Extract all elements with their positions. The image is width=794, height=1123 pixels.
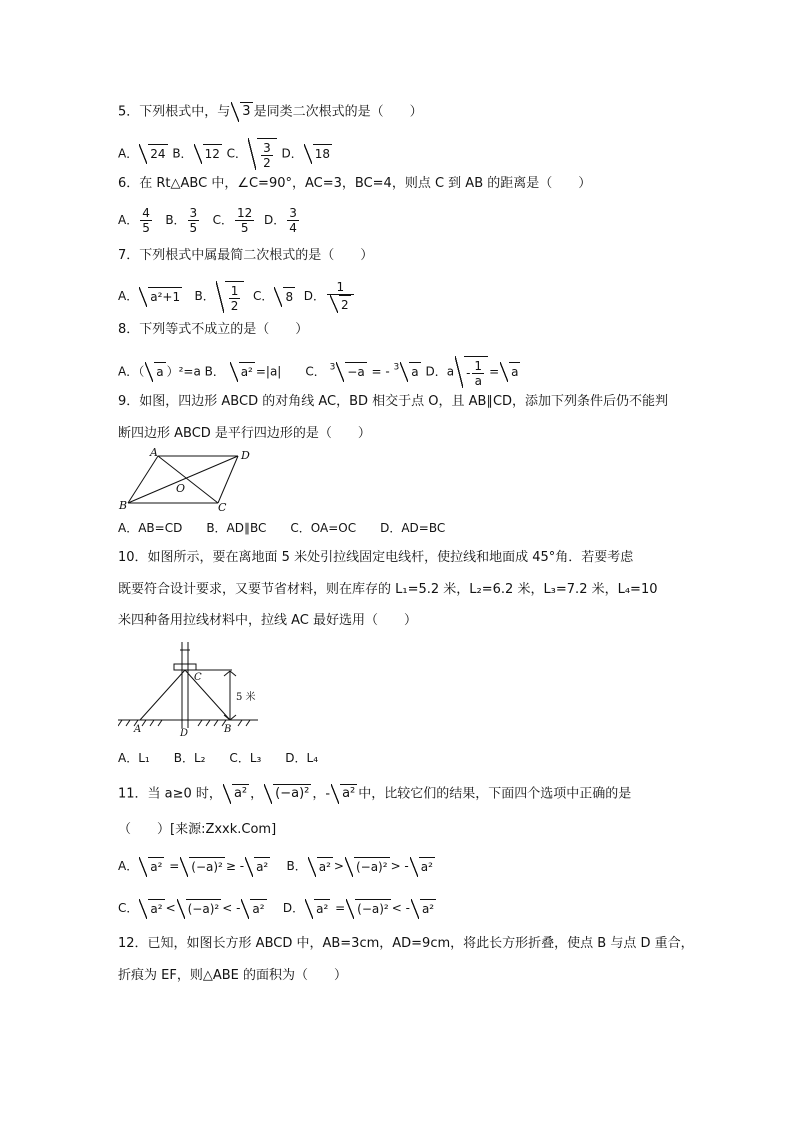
- radical: 8: [274, 287, 295, 307]
- radical: a²: [411, 899, 436, 919]
- radical: a: [400, 362, 420, 382]
- question-7: 7．下列根式中属最简二次根式的是（ ）: [118, 248, 374, 263]
- radical: a²: [308, 857, 333, 877]
- radical: $\frac{3}{2}$: [248, 138, 277, 170]
- question-9-line-1: 9．如图，四边形 ABCD 的对角线 AC，BD 相交于点 O，且 AB∥CD，添加下列条件后仍不能判: [118, 394, 669, 409]
- radical: (−a)²: [345, 857, 390, 877]
- question-11-line-2: （ ）[来源:Zxxk.Com]: [118, 822, 277, 837]
- question-12-line-1: 12．已知，如图长方形 ABCD 中，AB=3cm，AD=9cm，将此长方形折叠，使点 B 与点 D 重合，: [118, 936, 694, 951]
- radical: (−a)²: [346, 899, 391, 919]
- radical: 24: [139, 144, 167, 164]
- height-label: 5 米: [236, 692, 256, 703]
- question-11-line-1: 11．当 a≥0 时， a² ， (−a)² ，- a² 中，比较它们的结果，下面四个选项中正确的是: [118, 784, 631, 805]
- radical: (−a)²: [177, 899, 222, 919]
- radical: a²: [241, 899, 266, 919]
- radical: 3: [231, 102, 252, 122]
- radical: 12: [194, 144, 222, 164]
- question-10-options: A．L₁ B．L₂ C．L₃ D．L₄: [118, 751, 319, 765]
- radical: a²+1: [139, 287, 182, 307]
- radical: a²: [139, 857, 164, 877]
- question-10-line-3: 米四种备用拉线材料中，拉线 AC 最好选用（ ）: [118, 613, 418, 628]
- radical: −a: [336, 362, 366, 382]
- label-D: D: [180, 728, 189, 739]
- radical: (−a)²: [264, 784, 311, 804]
- label-A: A: [134, 724, 142, 735]
- radical: (−a)²: [180, 857, 225, 877]
- question-11-options-ab: A． a² = (−a)² ≥ - a² B． a² > (−a)² > - a²: [118, 856, 436, 877]
- question-5-options: A． 24 B． 12 C． $\frac{3}{2}$ D． 18: [118, 138, 333, 170]
- pole-figure: [118, 640, 268, 742]
- question-6: 6．在 Rt△ABC 中，∠C=90°，AC=3，BC=4，则点 C 到 AB 的距离是（ ）: [118, 176, 592, 191]
- label-A: A: [150, 446, 158, 459]
- radical: 2: [330, 295, 351, 313]
- radical: $\frac{1}{2}$: [216, 281, 245, 313]
- fraction: $\frac{12}{5}$: [237, 206, 253, 235]
- fraction: $\frac{3}{4}$: [289, 206, 297, 235]
- radical: a²: [305, 899, 330, 919]
- radical: a: [500, 362, 520, 382]
- radical: - $\frac{1}{a}$: [455, 356, 488, 388]
- question-8-options: A．（ a ）²=a B． a² =|a| C． $^3$ −a = - $^3$ a D．a - $\frac{1}{a}$ = a: [118, 356, 521, 388]
- radical: a²: [410, 857, 435, 877]
- label-D: D: [241, 449, 250, 462]
- label-C: C: [218, 501, 227, 512]
- question-5: 5．下列根式中，与 3 是同类二次根式的是（ ）: [118, 102, 423, 123]
- label-O: O: [176, 482, 186, 495]
- question-9-options: A．AB=CD B．AD∥BC C．OA=OC D．AD=BC: [118, 521, 446, 535]
- question-10-line-2: 既要符合设计要求，又要节省材料，则在库存的 L₁=5.2 米，L₂=6.2 米，L₃=7.2 米，L₄=10: [118, 582, 658, 597]
- label-C: C: [194, 672, 202, 683]
- parallelogram-figure: [118, 446, 258, 512]
- fraction: $\frac{3}{5}$: [189, 206, 198, 235]
- radical: a²: [139, 899, 164, 919]
- radical: a²: [230, 362, 255, 382]
- radical: a²: [245, 857, 270, 877]
- question-9-line-2: 断四边形 ABCD 是平行四边形的是（ ）: [118, 426, 371, 441]
- question-8: 8．下列等式不成立的是（ ）: [118, 322, 309, 337]
- label-B: B: [119, 499, 128, 512]
- radical: a²: [223, 784, 249, 804]
- question-7-options: A． a²+1 B． $\frac{1}{2}$ C． 8 D． $\frac{1}{2}$: [118, 280, 356, 313]
- label-B: B: [224, 724, 232, 735]
- radical: a: [145, 362, 165, 382]
- fraction: $\frac{1}{2}$: [327, 280, 354, 313]
- question-10-line-1: 10．如图所示，要在离地面 5 米处引拉线固定电线杆，使拉线和地面成 45°角．若要考虑: [118, 550, 634, 565]
- question-6-options: A． $\frac{4}{5}$ B． $\frac{3}{5}$ C． $\frac{12}{5}$ D． $\frac{3}{4}$: [118, 206, 297, 235]
- radical: 18: [304, 144, 332, 164]
- question-11-options-cd: C． a² < (−a)² < - a² D． a² = (−a)² < - a²: [118, 898, 437, 919]
- fraction: $\frac{4}{5}$: [142, 206, 150, 235]
- question-12-line-2: 折痕为 EF，则△ABE 的面积为（ ）: [118, 968, 347, 983]
- radical: a²: [331, 784, 357, 804]
